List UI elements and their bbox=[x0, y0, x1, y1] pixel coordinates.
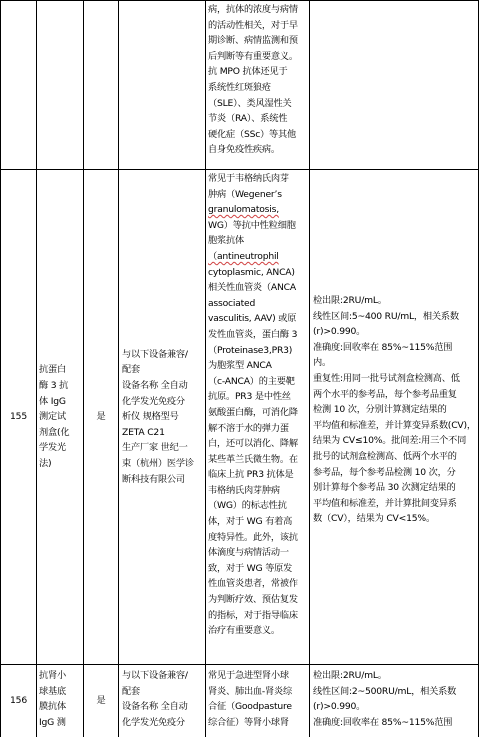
text-line: 体滴度与病情活动一 bbox=[208, 547, 289, 559]
text-line: 化学发光免疫分 bbox=[122, 395, 185, 407]
text-line: 发性血管炎，蛋白酶 3 bbox=[208, 328, 298, 340]
text-line: （SLE）、类风湿性关 bbox=[208, 97, 292, 109]
text-line: 平均值和标准差，并计算变异系数(CV)， bbox=[313, 419, 476, 431]
text-line: 抗 MPO 抗体还见于 bbox=[208, 66, 288, 78]
text-line: 肿病（Wegener’s bbox=[208, 188, 282, 200]
text-line: 的活动性相关，对于早 bbox=[208, 19, 298, 31]
text-line: （antineutrophil bbox=[208, 250, 279, 262]
text-line: 别计算每个参考品 30 次测定结果的 bbox=[313, 482, 456, 494]
text-line: (r)>0.990。 bbox=[313, 326, 366, 338]
text-line: 配套 bbox=[122, 685, 140, 697]
text-line: 析仪 规格型号 bbox=[122, 411, 179, 423]
text-line: 相关性血管炎（ANCA bbox=[208, 282, 296, 294]
text-line: 酶 3 抗 bbox=[39, 380, 69, 392]
text-line: 度特异性。此外，该抗 bbox=[208, 531, 298, 543]
row-156-flag: 是 bbox=[96, 695, 106, 707]
text-line: associated bbox=[208, 297, 256, 309]
text-line: 束（杭州）医学诊 bbox=[122, 457, 194, 469]
text-line: 剂盒(化 bbox=[39, 426, 70, 438]
text-line: 解不溶于水的弹力蛋 bbox=[208, 422, 289, 434]
row-155-number: 155 bbox=[10, 411, 27, 423]
text-line: 期诊断、病情监测和预 bbox=[208, 35, 298, 47]
text-line: ZETA C21 bbox=[122, 426, 165, 438]
text-line: 常见于急进型肾小球 bbox=[208, 670, 289, 681]
row-155-product-name bbox=[39, 170, 83, 664]
text-line: cytoplasmic, ANCA) bbox=[208, 266, 295, 278]
row-156-product-name bbox=[39, 668, 83, 737]
row-155-description bbox=[208, 171, 308, 664]
row-155-performance bbox=[313, 293, 478, 543]
text-line: 设备名称 全自动 bbox=[122, 380, 188, 392]
col-line-3 bbox=[118, 0, 119, 737]
text-line: 断科技有限公司 bbox=[122, 473, 185, 485]
text-line: 平均值和标准差，并计算批间变异系 bbox=[313, 497, 457, 509]
text-line: （WG）的标志性抗 bbox=[208, 500, 287, 512]
text-line: 性血管炎患者，常被作 bbox=[208, 578, 298, 590]
text-line: 内。 bbox=[313, 357, 331, 369]
text-line: 合征（Goodpasture bbox=[208, 701, 292, 713]
row-155-device bbox=[122, 170, 205, 664]
text-line: vasculitis, AAV) 或原 bbox=[208, 313, 297, 325]
text-line: 为胞浆型 ANCA bbox=[208, 360, 272, 372]
text-line: 数（CV），结果为 CV<15%。 bbox=[313, 513, 435, 525]
text-line: 学发光 bbox=[39, 442, 66, 454]
text-line: granulomatosis, bbox=[208, 204, 279, 216]
text-line: 线性区间:2~500RU/mL，相关系数 bbox=[313, 685, 457, 697]
text-line: 抗蛋白 bbox=[39, 364, 66, 376]
text-line: 临床上抗 PR3 抗体是 bbox=[208, 469, 294, 481]
text-line: 准确度:回收率在 85%~115%范围 bbox=[313, 341, 453, 353]
text-line: IgG 测 bbox=[39, 716, 66, 728]
text-line: 的指标，对于指导临床 bbox=[208, 609, 298, 621]
text-line: 配套 bbox=[122, 364, 140, 376]
text-line: 体 IgG bbox=[39, 395, 66, 407]
text-line: 检出限:2RU/mL。 bbox=[313, 670, 387, 681]
text-line: 膜抗体 bbox=[39, 701, 66, 713]
text-line: 致，对于 WG 等原发 bbox=[208, 562, 293, 574]
text-line: 韦格纳氏肉芽肿病 bbox=[208, 484, 280, 496]
text-line: 化学发光免疫分 bbox=[122, 716, 185, 728]
text-line: （Proteinase3,PR3) bbox=[208, 344, 293, 356]
text-line: 检测 10 次，分别计算测定结果的 bbox=[313, 404, 447, 416]
text-line: 综合征）等肾小球肾 bbox=[208, 716, 289, 728]
text-line: 准确度:回收率在 85%~115%范围 bbox=[313, 716, 453, 728]
text-line: 法) bbox=[39, 457, 52, 469]
text-line: 测定试 bbox=[39, 411, 66, 423]
text-line: 体，对于 WG 有着高 bbox=[208, 516, 293, 528]
text-line: 氨酸蛋白酶，可消化降 bbox=[208, 406, 298, 418]
text-line: 胞浆抗体 bbox=[208, 235, 244, 247]
text-line: 系统性红斑狼疮 bbox=[208, 81, 271, 93]
row-divider-156 bbox=[0, 664, 479, 665]
row-155-flag: 是 bbox=[96, 411, 106, 423]
text-line: 线性区间:5~400 RU/mL，相关系数 bbox=[313, 310, 459, 322]
text-line: （c-ANCA）的主要靶 bbox=[208, 375, 295, 387]
col-line-4 bbox=[205, 0, 206, 737]
text-line: 抗原。PR3 是中性丝 bbox=[208, 391, 291, 403]
text-line: 节炎（RA）、系统性 bbox=[208, 113, 288, 125]
text-line: 为判断疗效、预估复发 bbox=[208, 594, 298, 606]
text-line: 肾炎、肺出血-肾炎综 bbox=[208, 685, 293, 697]
col-line-5 bbox=[309, 0, 310, 737]
text-line: 自身免疫性疾病。 bbox=[208, 144, 280, 156]
text-line: 结果为 CV≤10%。批间差:用三个不同 bbox=[313, 435, 467, 447]
text-line: WG）等抗中性粒细胞 bbox=[208, 219, 296, 231]
text-line: 抗肾小 bbox=[39, 670, 66, 681]
text-line: 常见于韦格纳氏肉芽 bbox=[208, 173, 289, 184]
top-row-description bbox=[208, 2, 308, 168]
text-line: 治疗有重要意义。 bbox=[208, 625, 280, 637]
text-line: 某些革兰氏微生物。在 bbox=[208, 453, 298, 465]
text-line: 重复性:用同一批号试剂盒检测高、低 bbox=[313, 372, 460, 384]
row-156-device bbox=[122, 668, 205, 737]
text-line: 批号的试剂盒检测高、低两个水平的 bbox=[313, 450, 457, 462]
text-line: 与以下设备兼容/ bbox=[122, 348, 188, 360]
row-156-description bbox=[208, 668, 308, 737]
table-border-top bbox=[0, 0, 479, 1]
text-line: 生产厂家 世纪一 bbox=[122, 442, 188, 454]
text-line: 参考品，每个参考品检测 10 次，分 bbox=[313, 466, 456, 478]
text-line: 两个水平的参考品，每个参考品重复 bbox=[313, 388, 457, 400]
text-line: 病，抗体的浓度与病情 bbox=[208, 4, 298, 15]
col-line-1 bbox=[36, 0, 37, 737]
row-156-performance bbox=[313, 668, 478, 737]
text-line: 硬化症（SSc）等其他 bbox=[208, 128, 297, 140]
text-line: 球基底 bbox=[39, 685, 66, 697]
text-line: 后判断等有重要意义。 bbox=[208, 50, 298, 62]
row-156-number: 156 bbox=[10, 695, 27, 707]
text-line: 白，还可以消化、降解 bbox=[208, 438, 298, 450]
text-line: 与以下设备兼容/ bbox=[122, 670, 188, 681]
text-line: (r)>0.990。 bbox=[313, 701, 366, 713]
text-line: 检出限:2RU/mL。 bbox=[313, 295, 387, 306]
text-line: 设备名称 全自动 bbox=[122, 701, 188, 713]
